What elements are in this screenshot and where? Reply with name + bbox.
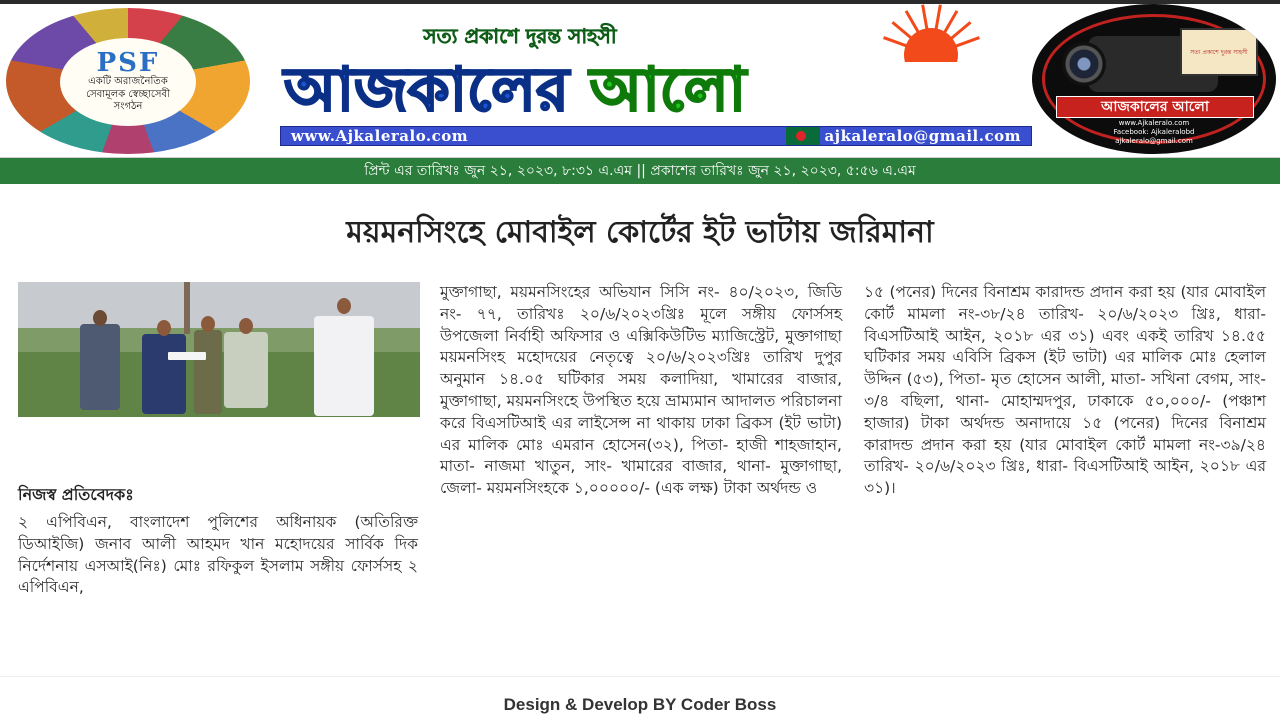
- channel-mail: ajkaleralo@gmail.com: [1115, 137, 1193, 145]
- org-line-2: সেবামূলক স্বেচ্ছাসেবী: [86, 88, 170, 100]
- article-byline: নিজস্ব প্রতিবেদকঃ: [18, 485, 134, 504]
- org-abbr: PSF: [96, 48, 160, 79]
- slogan: সত্য প্রকাশে দুরন্ত সাহসী: [423, 24, 617, 48]
- masthead-title: [284, 50, 1034, 130]
- print-date-bar: প্রিন্ট এর তারিখঃ জুন ২১, ২০২৩, ৮:৩১ এ.এম || প্রকাশের তারিখঃ জুন ২১, ২০২৩, ৫:৫৬ এ.এম: [0, 158, 1280, 184]
- top-rule: [0, 0, 1280, 4]
- channel-facebook: Facebook: Ajkaleralobd: [1113, 128, 1195, 136]
- org-line-1: একটি অরাজনৈতিক: [88, 76, 168, 88]
- article-column-3: ১৫ (পনের) দিনের বিনাশ্রম কারাদন্ড প্রদান করা হয় (যার মোবাইল কোর্ট মামলা নং-৩৮/২৪ তারিখ- ২০/৬/২০২৩ খ্রিঃ, ধারা- বিএসটিআই আইন, ২০১৮ এর ৩১) এবং একই তারিখ ১৪.৫৫ ঘটিকার সময় এবিসি ব্রিকস (ইট ভাটা) এর মালিক মোঃ হেলাল উদ্দিন (৫৩), পিতা- মৃত হোসেন আলী, মাতা- সখিনা বেগম, সাং- ৩/৪ বছিলা, থানা- মোহাম্মদপুর, ঢাকাকে ৫০,০০০/- (পঞ্চাশ হাজার) টাকা অর্থদন্ড অনাদায়ে ১৫ (পনের) দিনের বিনাশ্রম কারাদন্ড প্রদান করা হয় (যার মোবাইল কোর্ট মামলা নং-৩৯/২৪ তারিখ- ২০/৬/২০২৩ খ্রিঃ, ধারা- বিএসটিআই আইন, ২০১৮ এর ৩১)।: [864, 283, 1266, 498]
- org-badge-logo: [6, 8, 250, 154]
- developer-credit: Design & Develop BY Coder Boss: [503, 695, 777, 714]
- newspaper-header: [0, 0, 1280, 158]
- channel-name: আজকালের আলো: [1056, 96, 1254, 118]
- article-column-2: মুক্তাগাছা, ময়মনসিংহের অভিযান সিসি নং- ৪০/২০২৩, জিডি নং- ৭৭, তারিখঃ ২০/৬/২০২৩খ্রিঃ মূলে সঙ্গীয় ফোর্সসহ উপজেলা নির্বাহী অফিসার ও এক্সিকিউটিভ ম্যাজিস্ট্রেট, মুক্তাগাছা ময়মনসিংহ মহোদয়ের নেতৃত্বে ২০/৬/২০২৩খ্রিঃ তারিখ দুপুর অনুমান ১৪.০৫ ঘটিকার সময় কলাদিয়া, খামারের বাজার, মুক্তাগাছা, ময়মনসিংহে উপস্থিত হয়ে ভ্রাম্যমান আদালত পরিচালনা করে বিএসটিআই এর লাইসেন্স না থাকায় ঢাকা ব্রিকস (ইট ভাটা) এর মালিক মোঃ এমরান হোসেন(৩২), পিতা- হাজী শাহজাহান, মাতা- নাজমা খাতুন, সাং- খামারের বাজার, থানা- মুক্তাগাছা, জেলা- ময়মনসিংহকে ১,০০০০০/- (এক লক্ষ) টাকা অর্থদন্ড ও: [440, 283, 842, 498]
- channel-web: www.Ajkaleralo.com: [1118, 119, 1190, 127]
- camera-screen: সত্য প্রকাশে দুরন্ত সাহসী: [1180, 28, 1258, 76]
- masthead-word-2: আলো: [589, 55, 746, 125]
- website-link[interactable]: www.Ajkaleralo.com: [291, 127, 469, 145]
- email-link[interactable]: ajkaleralo@gmail.com: [824, 127, 1021, 145]
- masthead-word-1: আজকালের: [284, 55, 569, 125]
- camera-lens-icon: [1062, 42, 1106, 86]
- contact-bar: [280, 126, 1032, 146]
- bangladesh-flag-icon: [786, 127, 820, 145]
- article-column-1: ২ এপিবিএন, বাংলাদেশ পুলিশের অধিনায়ক (অতিরিক্ত ডিআইজি) জনাব আলী আহমদ খান মহোদয়ের সার্বিক দিক নির্দেশনায় এসআই(নিঃ) মোঃ রফিকুল ইসলাম সঙ্গীয় ফোর্সসহ ২ এপিবিএন,: [18, 513, 418, 597]
- page-footer: [0, 676, 1280, 721]
- article-photo: [18, 282, 420, 417]
- org-line-3: সংগঠন: [113, 101, 143, 113]
- channel-logo: [1032, 4, 1276, 154]
- article-headline: ময়মনসিংহে মোবাইল কোর্টের ইট ভাটায় জরিমানা: [346, 215, 934, 250]
- article-content: [0, 186, 1280, 720]
- org-badge-center: [60, 38, 196, 126]
